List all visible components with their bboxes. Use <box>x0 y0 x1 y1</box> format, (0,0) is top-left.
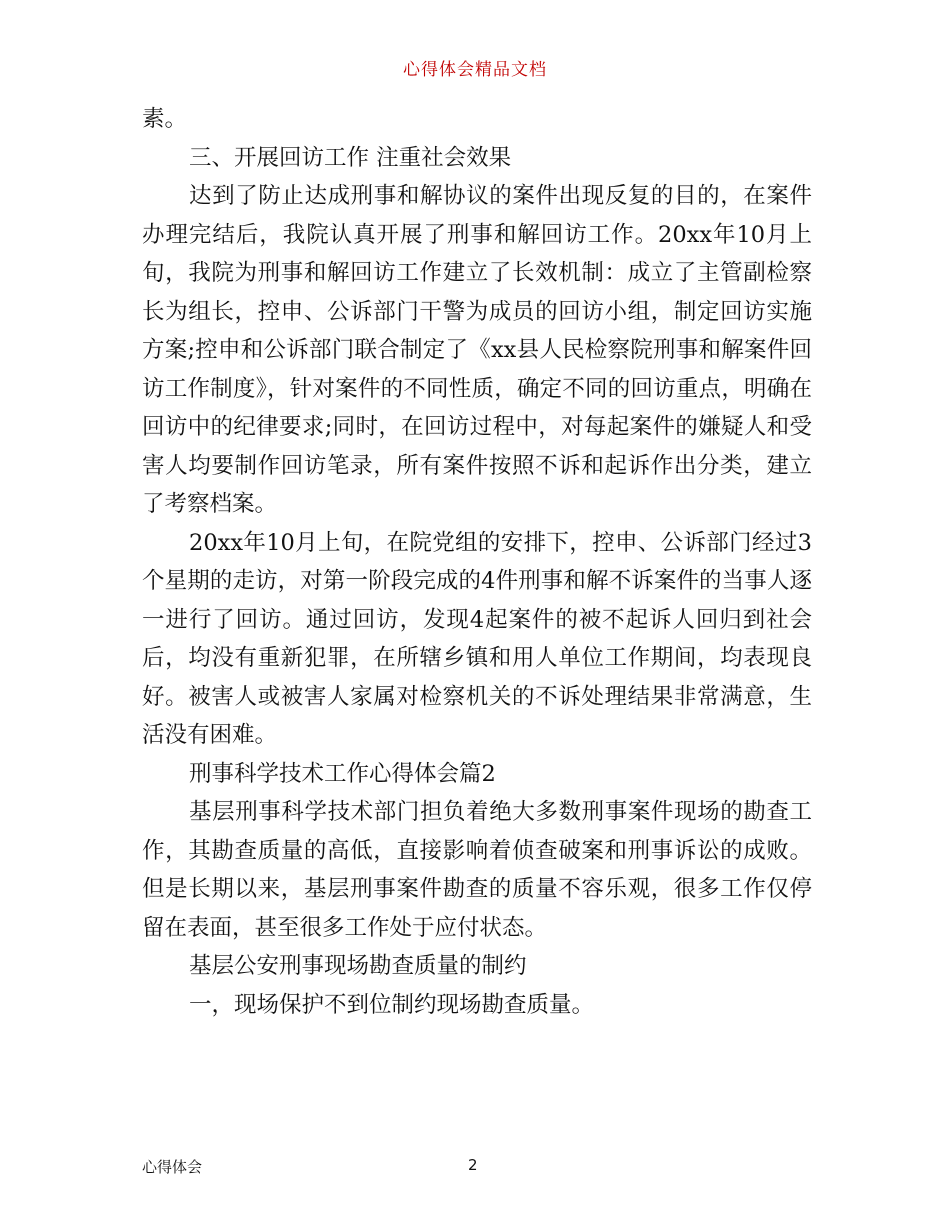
page-number: 2 <box>468 1156 478 1174</box>
subheading: 基层公安刑事现场勘查质量的制约 <box>189 953 527 979</box>
article-title-2: 刑事科学技术工作心得体会篇2 <box>189 760 496 787</box>
footer-label: 心得体会 <box>142 1158 203 1176</box>
paragraph-3: 达到了防止达成刑事和解协议的案件出现反复的目的，在案件办理完结后，我院认真开展了刑事和解回访工作。20xx年10月上旬，我院为刑事和解回访工作建立了长效机制：成立了主管副检察长为组长，控申、公诉部门干警为成员的回访小组，制定回访实施方案;控申和公诉部门联合制定了《xx县人民检察院刑事和解案件回访工作制度》，针对案件的不同性质，确定不同的回访重点，明确在回访中的纪律要求;同时，在回访过程中，对每起案件的嫌疑人和受害人均要制作回访笔录，所有案件按照不诉和起诉作出分类，建立了考察档案。 <box>142 183 812 517</box>
document-body <box>142 100 812 1024</box>
paragraph-6: 基层刑事科学技术部门担负着绝大多数刑事案件现场的勘查工作，其勘查质量的高低，直接影响着侦查破案和刑事诉讼的成败。但是长期以来，基层刑事案件勘查的质量不容乐观，很多工作仅停留在表面，甚至很多工作处于应付状态。 <box>142 799 812 941</box>
section-heading-3: 三、开展回访工作 注重社会效果 <box>189 144 512 171</box>
paragraph-1: 素。 <box>142 106 188 132</box>
page-header: 心得体会精品文档 <box>403 60 547 80</box>
paragraph-8: 一，现场保护不到位制约现场勘查质量。 <box>189 991 595 1018</box>
paragraph-4: 20xx年10月上旬，在院党组的安排下，控申、公诉部门经过3个星期的走访，对第一阶段完成的4件刑事和解不诉案件的当事人逐一进行了回访。通过回访，发现4起案件的被不起诉人回归到社会后，均没有重新犯罪，在所辖乡镇和用人单位工作期间，均表现良好。被害人或被害人家属对检察机关的不诉处理结果非常满意，生活没有困难。 <box>142 529 812 748</box>
